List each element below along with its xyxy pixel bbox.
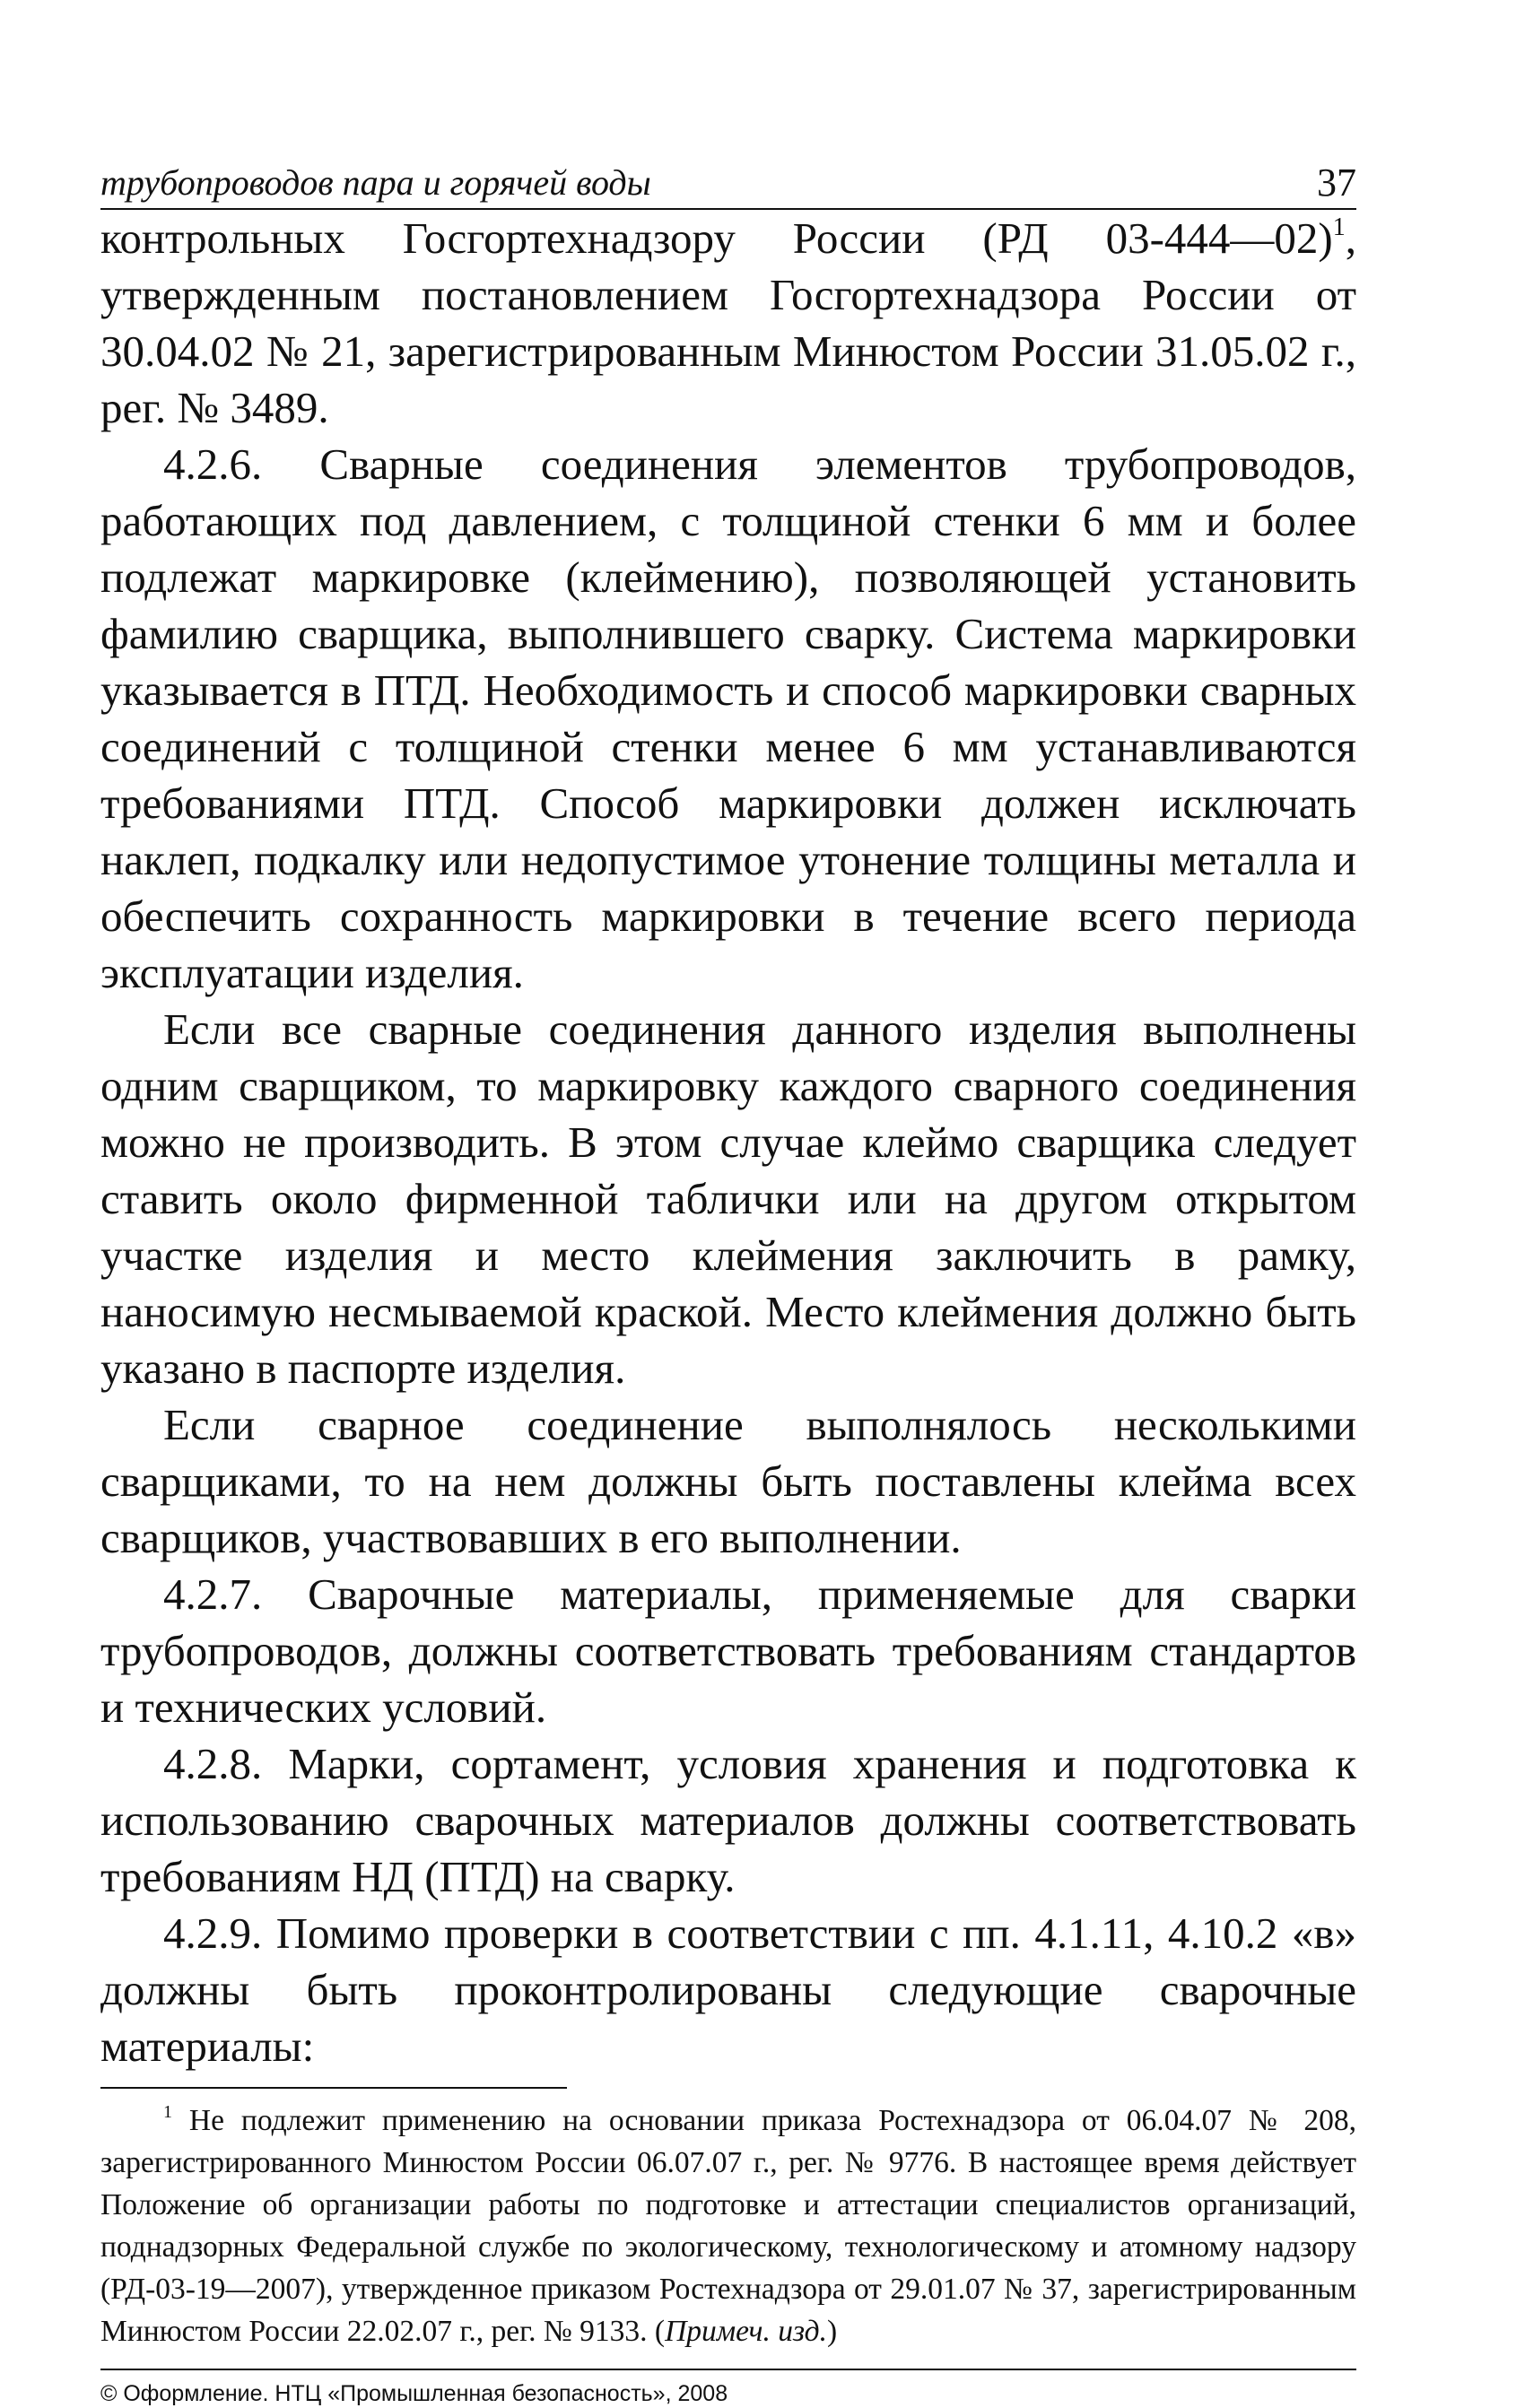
footnote-text: Не подлежит применению на основании приказа Ростехнадзора от 06.04.07 № 208, зарегистрированного Минюстом России 06.07.07 г., рег. № 9776. В настоящее время действует Положение об организации работы по подготовке и аттестации специалистов организаций, поднадзорных Федеральной службе по экологическому, технологическому и атомному надзору (РД-03-19—2007), утвержденное приказом Ростехнадзора от 29.01.07 № 37, зарегистрированным Минюстом России 22.02.07 г., рег. № 9133. ( xyxy=(100,2104,1356,2348)
paragraph-text: 4.2.7. Сварочные материалы, применяемые для сварки трубопроводов, должны соответствовать требованиям стандартов и технических условий. xyxy=(100,1569,1356,1732)
paragraph-text: Если все сварные соединения данного изделия выполнены одним сварщиком, то маркировку каждого сварного соединения можно не производить. В этом случае клеймо сварщика следует ставить около фирменной таблички или на другом открытом участке изделия и место клеймения заключить в рамку, наносимую несмываемой краской. Место клеймения должно быть указано в паспорте изделия. xyxy=(100,1004,1356,1393)
footnote-reference: 1 xyxy=(1332,213,1346,241)
body-text xyxy=(100,210,1356,2074)
footnote xyxy=(100,2099,1356,2352)
footnote-divider xyxy=(100,2087,567,2089)
running-title: трубопроводов пара и горячей воды xyxy=(100,162,651,203)
paragraph xyxy=(100,210,1356,436)
paragraph-text: Если сварное соединение выполнялось несколькими сварщиками, то на нем должны быть поставлены клейма всех сварщиков, участвовавших в его выполнении. xyxy=(100,1400,1356,1562)
running-header xyxy=(100,151,1356,210)
paragraph xyxy=(100,1566,1356,1735)
paragraph xyxy=(100,1396,1356,1566)
bottom-divider xyxy=(100,2369,1356,2370)
document-page xyxy=(100,151,1356,2408)
paragraph-text: 4.2.6. Сварные соединения элементов трубопроводов, работающих под давлением, с толщиной стенки 6 мм и более подлежат маркировке (клеймению), позволяющей установить фамилию сварщика, выполнившего сварку. Система маркировки указывается в ПТД. Необходимость и способ маркировки сварных соединений с толщиной стенки менее 6 мм устанавливаются требованиями ПТД. Способ маркировки должен исключать наклеп, подкалку или недопустимое утонение толщины металла и обеспечить сохранность маркировки в течение всего периода эксплуатации изделия. xyxy=(100,439,1356,997)
paragraph-text: контрольных Госгортехнадзору России (РД 03-444—02) xyxy=(100,213,1333,263)
editor-note: Примеч. изд. xyxy=(665,2315,827,2348)
paragraph xyxy=(100,436,1356,1001)
footnote-closing: ) xyxy=(827,2315,838,2348)
paragraph-text: 4.2.9. Помимо проверки в соответствии с пп. 4.1.11, 4.10.2 «в» должны быть проконтролированы следующие сварочные материалы: xyxy=(100,1908,1356,2071)
page-number: 37 xyxy=(1317,161,1356,204)
copyright-line: © Оформление. НТЦ «Промышленная безопасность», 2008 xyxy=(100,2381,728,2406)
paragraph-text-continued: , утвержденным постановлением Госгортехнадзора России от 30.04.02 № 21, зарегистрированным Минюстом России 31.05.02 г., рег. № 3489. xyxy=(100,213,1356,432)
paragraph xyxy=(100,1735,1356,1905)
paragraph xyxy=(100,1001,1356,1396)
paragraph xyxy=(100,1905,1356,2074)
paragraph-text: 4.2.8. Марки, сортамент, условия хранения и подготовка к использованию сварочных материалов должны соответствовать требованиям НД (ПТД) на сварку. xyxy=(100,1739,1356,1901)
footnote-marker: 1 xyxy=(163,2102,172,2122)
